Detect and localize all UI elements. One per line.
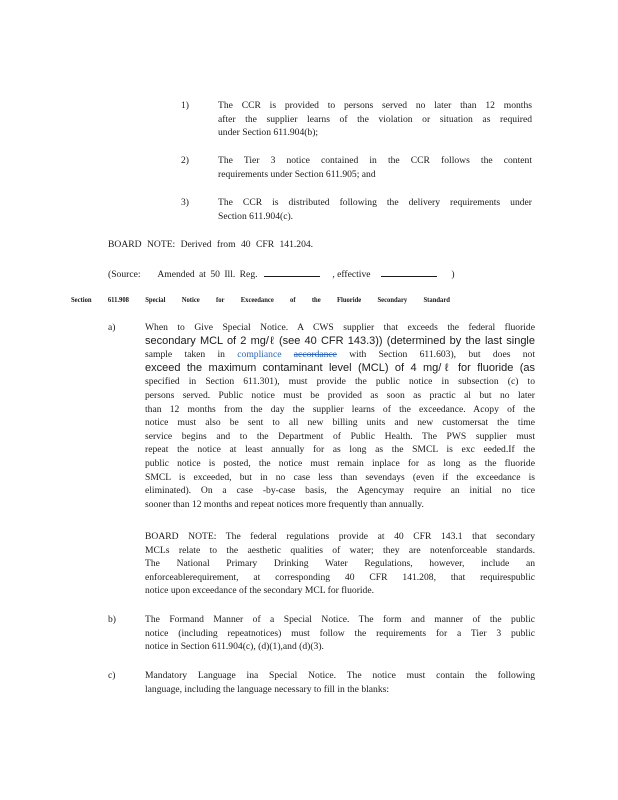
item-text: The CCR is distributed following the delivery requirements under Section 611.904(c). (218, 197, 532, 222)
effective-date-blank (381, 266, 437, 277)
board-note: BOARD NOTE: Derived from 40 CFR 141.204. (108, 239, 314, 250)
board-note-2: BOARD NOTE: The federal regulations provide at 40 CFR 143.1 that secondary MCLs relate to the aesthetic qualities of water; they are notenforceable standards. The National Primary Drinking Water Regulations, however, include an enforceablerequirement, at corresponding 40 CFR 141.208, that requirespublic notice upon exceedance of the secondary MCL for fluoride. (145, 531, 535, 597)
subsection-label: c) (108, 670, 116, 681)
subsection-a-text: When to Give Special Notice. A CWS supplier that exceeds the federal fluoride secondary MCL of 2 mg/ℓ (see 40 CFR 143.3)) (determined by the last single sample taken in compliance accordance with Section 611.603), but does not exceed the maximum contaminant level (MCL) of 4 mg/ℓ for fluoride (as specified in Section 611.301), must provide the public notice in subsection (c) to persons served. Public notice must be provided as soon as practic al but no later than 12 months from the day the supplier learns of the exceedance. Acopy of the notice must also be sent to all new billing units and new customersat the time service begins and to the Department of Public Health. The PWS supplier must repeat the notice at least annually for as long as the SMCL is exc eeded.If the public notice is posted, the notice must remain inplace for as long as the fluoride SMCL is exceeded, but in no case less than sevendays (even if the exceedance is eliminated). On a case -by-case basis, the Agencymay require an initial no tice sooner than 12 months and repeat notices more frequently than annually. (145, 322, 536, 510)
item-number: 3) (181, 197, 189, 208)
subsection-b-text: The Formand Manner of a Special Notice. The form and manner of the public notice (including repeatnotices) must follow the requirements for a Tier 3 public notice in Section 611.904(c), (d)(1),and (d)(3). (145, 614, 535, 653)
item-text: The CCR is provided to persons served no later than 12 months after the supplier learns of the violation or situation as required under Section 611.904(b); (218, 100, 532, 139)
section-heading: Section 611.908 Special Notice for Exceedance of the Fluoride Secondary Standard (71, 296, 450, 304)
subsection-label: b) (108, 614, 116, 625)
subsection-c-text: Mandatory Language ina Special Notice. The notice must contain the following language, including the language necessary to fill in the blanks: (145, 670, 535, 695)
item-number: 1) (181, 100, 189, 111)
subsection-label: a) (108, 322, 116, 333)
deleted-text: accordance (293, 349, 337, 361)
inserted-text: compliance (237, 349, 282, 361)
item-text: The Tier 3 notice contained in the CCR follows the content requirements under Section 611.905; and (218, 155, 532, 180)
source-note: (Source: Amended at 50 Ill. Reg. , effective ) (108, 266, 455, 282)
register-blank (264, 266, 320, 277)
item-number: 2) (181, 155, 189, 166)
